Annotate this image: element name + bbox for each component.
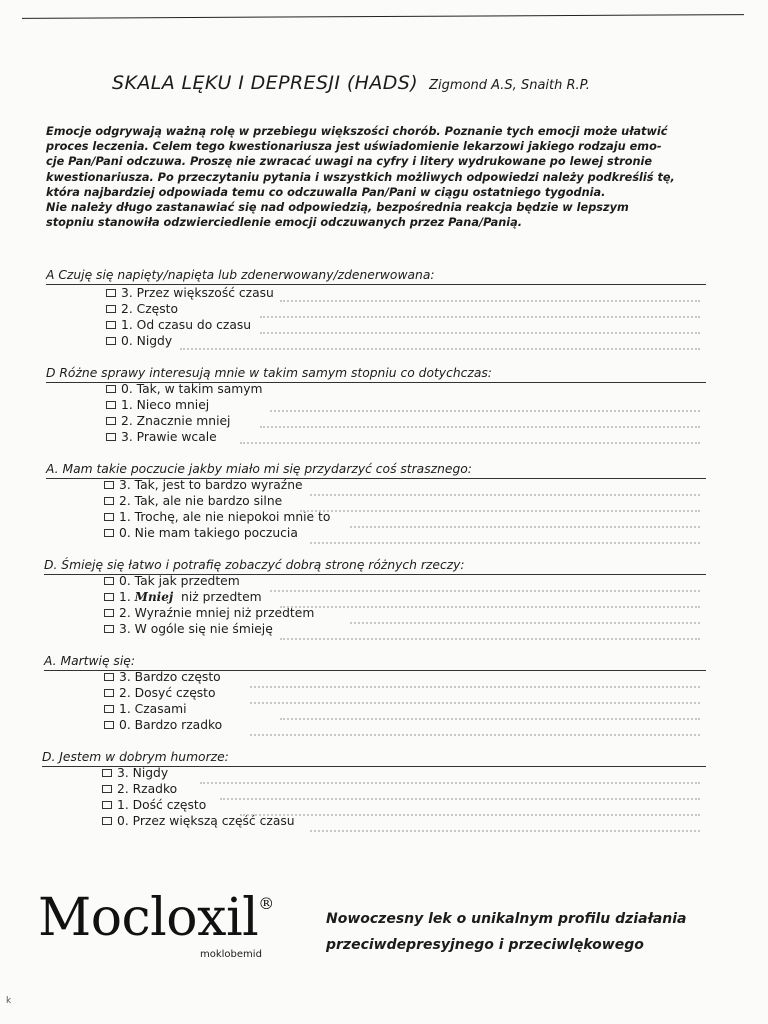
answer-option[interactable]: 1. Trochę, ale nie niepokoi mnie to <box>104 510 330 524</box>
dotted-rule <box>310 542 700 546</box>
dotted-rule <box>350 622 700 626</box>
checkbox-icon[interactable] <box>106 337 116 345</box>
checkbox-icon[interactable] <box>104 721 114 729</box>
intro-line: kwestionariusza. Po przeczytaniu pytania i wszystkich możliwych odpowiedzi należy podkreśliś tę, <box>46 170 675 184</box>
intro-line: stopniu stanowiła odzwierciedlenie emocji odczuwanych przez Pana/Panią. <box>46 216 523 230</box>
checkbox-icon[interactable] <box>106 417 116 425</box>
dotted-rule <box>270 410 700 414</box>
answer-option[interactable]: 2. Znacznie mniej <box>106 414 230 428</box>
checkbox-icon[interactable] <box>102 769 112 777</box>
dotted-rule <box>280 606 700 610</box>
brand-subtitle: moklobemid <box>200 949 262 960</box>
checkbox-icon[interactable] <box>106 433 116 441</box>
answer-option[interactable]: 1. Nieco mniej <box>106 398 209 412</box>
dotted-rule <box>200 782 700 786</box>
dotted-rule <box>280 718 700 722</box>
dotted-rule <box>310 830 700 834</box>
answer-option[interactable]: 3. W ogóle się nie śmieję <box>104 622 273 636</box>
answer-option[interactable]: 2. Często <box>106 302 178 316</box>
question-underline <box>46 284 706 285</box>
checkbox-icon[interactable] <box>106 385 116 393</box>
dotted-rule <box>280 300 700 304</box>
top-rule <box>22 14 744 19</box>
answer-option[interactable]: 0. Nigdy <box>106 334 172 348</box>
checkbox-icon[interactable] <box>104 609 114 617</box>
dotted-rule <box>240 442 700 446</box>
dotted-rule <box>310 494 700 498</box>
dotted-rule <box>180 348 700 352</box>
answer-option[interactable]: 1. Mniej niż przedtem <box>104 590 262 604</box>
dotted-rule <box>270 590 700 594</box>
question-label: D. Jestem w dobrym humorze: <box>42 750 229 764</box>
brand-tagline: Nowoczesny lek o unikalnym profilu działania przeciwdepresyjnego i przeciwlękowego <box>326 911 687 953</box>
checkbox-icon[interactable] <box>106 305 116 313</box>
registered-mark: ® <box>258 894 274 913</box>
checkbox-icon[interactable] <box>102 785 112 793</box>
checkbox-icon[interactable] <box>104 529 114 537</box>
handwritten-note: Mniej <box>134 590 174 604</box>
checkbox-icon[interactable] <box>104 625 114 633</box>
title-main: SKALA LĘKU I DEPRESJI (HADS) <box>112 72 419 94</box>
checkbox-icon[interactable] <box>106 289 116 297</box>
answer-option[interactable]: 3. Nigdy <box>102 766 168 780</box>
dotted-rule <box>260 316 700 320</box>
answer-option[interactable]: 2. Rzadko <box>102 782 177 796</box>
answer-option[interactable]: 1. Czasami <box>104 702 187 716</box>
intro-line: proces leczenia. Celem tego kwestionariusza jest uświadomienie lekarzowi jakiego rodzaju emo- <box>46 140 662 154</box>
answer-option[interactable]: 2. Dosyć często <box>104 686 216 700</box>
answer-option[interactable]: 3. Prawie wcale <box>106 430 217 444</box>
dotted-rule <box>260 332 700 336</box>
answer-option[interactable]: 0. Przez większą część czasu <box>102 814 295 828</box>
answer-option[interactable]: 2. Tak, ale nie bardzo silne <box>104 494 282 508</box>
intro-line: cje Pan/Pani odczuwa. Proszę nie zwracać uwagi na cyfry i litery wydrukowane po lewej stronie <box>46 155 653 169</box>
answer-option[interactable]: 0. Nie mam takiego poczucia <box>104 526 298 540</box>
answer-option[interactable]: 1. Dość często <box>102 798 206 812</box>
checkbox-icon[interactable] <box>102 817 112 825</box>
dotted-rule <box>240 814 700 818</box>
checkbox-icon[interactable] <box>104 705 114 713</box>
answer-option[interactable]: 2. Wyraźnie mniej niż przedtem <box>104 606 314 620</box>
checkbox-icon[interactable] <box>102 801 112 809</box>
question-label: A. Martwię się: <box>44 654 135 668</box>
intro-line: Emocje odgrywają ważną rolę w przebiegu większości chorób. Poznanie tych emocji może ułatwić <box>46 125 668 138</box>
checkbox-icon[interactable] <box>104 481 114 489</box>
brand-logo: Mocloxil® <box>38 888 274 948</box>
dotted-rule <box>250 686 700 690</box>
checkbox-icon[interactable] <box>104 577 114 585</box>
checkbox-icon[interactable] <box>106 401 116 409</box>
title-authors: Zigmond A.S, Snaith R.P. <box>429 78 590 93</box>
checkbox-icon[interactable] <box>104 497 114 505</box>
intro-line: która najbardziej odpowiada temu co odczuwalla Pan/Pani w ciągu ostatniego tygodnia. <box>46 185 606 199</box>
checkbox-icon[interactable] <box>104 689 114 697</box>
question-label: D Różne sprawy interesują mnie w takim samym stopniu co dotychczas: <box>46 366 492 380</box>
intro-paragraph <box>46 124 704 230</box>
dotted-rule <box>350 526 700 530</box>
dotted-rule <box>250 702 700 706</box>
checkbox-icon[interactable] <box>104 513 114 521</box>
answer-option[interactable]: 3. Tak, jest to bardzo wyraźne <box>104 478 303 492</box>
answer-option[interactable]: 3. Bardzo często <box>104 670 221 684</box>
dotted-rule <box>280 638 700 642</box>
dotted-rule <box>250 734 700 738</box>
answer-option[interactable]: 3. Przez większość czasu <box>106 286 274 300</box>
question-label: A. Mam takie poczucie jakby miało mi się przydarzyć coś strasznego: <box>46 462 472 476</box>
answer-option[interactable]: 0. Tak, w takim samym <box>106 382 263 396</box>
answer-option[interactable]: 1. Od czasu do czasu <box>106 318 251 332</box>
answer-option[interactable]: 0. Tak jak przedtem <box>104 574 240 588</box>
checkbox-icon[interactable] <box>104 673 114 681</box>
answer-option[interactable]: 0. Bardzo rzadko <box>104 718 222 732</box>
page-title <box>112 72 712 94</box>
dotted-rule <box>260 426 700 430</box>
checkbox-icon[interactable] <box>104 593 114 601</box>
question-label: A Czuję się napięty/napięta lub zdenerwowany/zdenerwowana: <box>46 268 435 282</box>
corner-mark: k <box>6 996 12 1006</box>
dotted-rule <box>300 510 700 514</box>
intro-line: Nie należy długo zastanawiać się nad odpowiedzią, bezpośrednia reakcja będzie w lepszym <box>46 201 629 215</box>
dotted-rule <box>220 798 700 802</box>
checkbox-icon[interactable] <box>106 321 116 329</box>
question-label: D. Śmieję się łatwo i potrafię zobaczyć dobrą stronę różnych rzeczy: <box>44 558 465 572</box>
